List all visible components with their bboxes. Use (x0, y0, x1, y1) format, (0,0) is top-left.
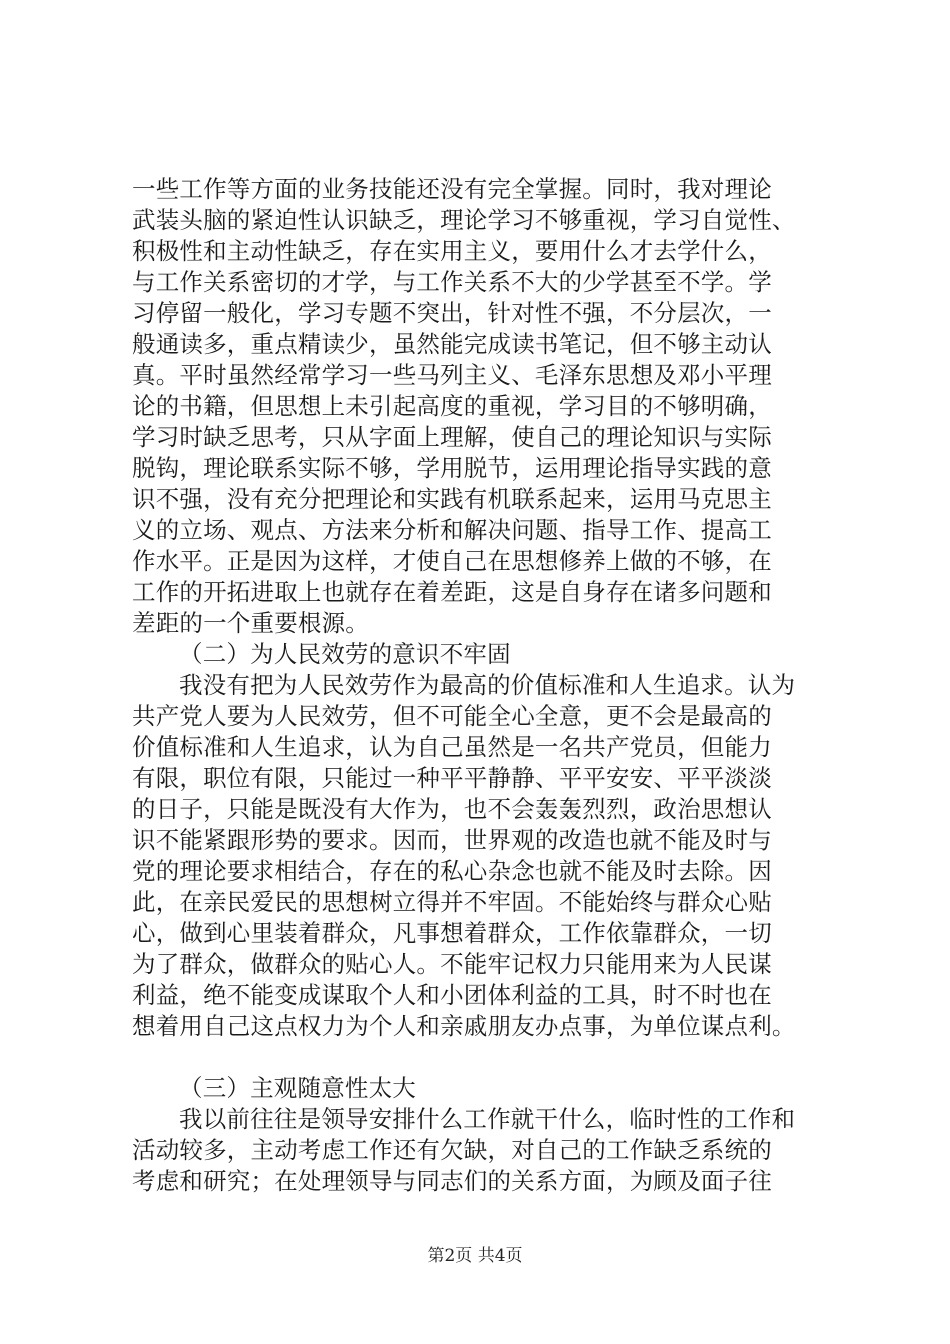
text-line: 真。平时虽然经常学习一些马列主义、毛泽东思想及邓小平理 (132, 361, 772, 389)
text-line: 差距的一个重要根源。 (132, 609, 369, 637)
text-line: 利益，绝不能变成谋取个人和小团体利益的工具，时不时也在 (132, 981, 772, 1009)
text-line: 工作的开拓进取上也就存在着差距，这是自身存在诸多问题和 (132, 578, 772, 606)
text-line: 学习时缺乏思考，只从字面上理解，使自己的理论知识与实际 (132, 423, 772, 451)
document-body (132, 174, 832, 1197)
text-line: 活动较多，主动考虑工作还有欠缺，对自己的工作缺乏系统的 (132, 1136, 772, 1164)
text-line: 为了群众，做群众的贴心人。不能牢记权力只能用来为人民谋 (132, 950, 772, 978)
blank-line (132, 1042, 832, 1073)
text-line: 此，在亲民爱民的思想树立得并不牢固。不能始终与群众心贴 (132, 888, 772, 916)
section-heading-3: （三）主观随意性太大 (179, 1074, 416, 1102)
text-line: 脱钩，理论联系实际不够，学用脱节，运用理论指导实践的意 (132, 454, 772, 482)
text-line: 与工作关系密切的才学，与工作关系不大的少学甚至不学。学 (132, 268, 772, 296)
text-line: 积极性和主动性缺乏，存在实用主义，要用什么才去学什么， (132, 237, 772, 265)
text-line: 我没有把为人民效劳作为最高的价值标准和人生追求。认为 (179, 671, 796, 699)
text-line: 习停留一般化，学习专题不突出，针对性不强，不分层次，一 (132, 299, 772, 327)
text-line: 论的书籍，但思想上未引起高度的重视，学习目的不够明确， (132, 392, 772, 420)
text-line: 考虑和研究；在处理领导与同志们的关系方面，为顾及面子往 (132, 1167, 772, 1195)
text-line: 我以前往往是领导安排什么工作就干什么，临时性的工作和 (179, 1105, 796, 1133)
text-line: 武装头脑的紧迫性认识缺乏，理论学习不够重视，学习自觉性、 (132, 206, 796, 234)
text-line: 价值标准和人生追求，认为自己虽然是一名共产党员，但能力 (132, 733, 772, 761)
text-line: 识不强，没有充分把理论和实践有机联系起来，运用马克思主 (132, 485, 772, 513)
text-line: 义的立场、观点、方法来分析和解决问题、指导工作、提高工 (132, 516, 772, 544)
page-number-label: 第2页 共4页 (427, 1246, 523, 1266)
paragraph-3 (132, 1104, 832, 1197)
text-line: 想着用自己这点权力为个人和亲戚朋友办点事，为单位谋点利。 (132, 1012, 796, 1040)
text-line: 心，做到心里装着群众，凡事想着群众，工作依靠群众，一切 (132, 919, 772, 947)
text-line: 识不能紧跟形势的要求。因而，世界观的改造也就不能及时与 (132, 826, 772, 854)
text-line: 的日子，只能是既没有大作为，也不会轰轰烈烈，政治思想认 (132, 795, 772, 823)
paragraph-2 (132, 670, 832, 1042)
text-line: 党的理论要求相结合，存在的私心杂念也就不能及时去除。因 (132, 857, 772, 885)
text-line: 共产党人要为人民效劳，但不可能全心全意，更不会是最高的 (132, 702, 772, 730)
text-line: 有限，职位有限，只能过一种平平静静、平平安安、平平淡淡 (132, 764, 772, 792)
page-footer (0, 1245, 950, 1267)
text-line: 般通读多，重点精读少，虽然能完成读书笔记，但不够主动认 (132, 330, 772, 358)
paragraph-1 (132, 174, 832, 639)
text-line: 作水平。正是因为这样，才使自己在思想修养上做的不够，在 (132, 547, 772, 575)
section-heading-2: （二）为人民效劳的意识不牢固 (179, 640, 511, 668)
text-line: 一些工作等方面的业务技能还没有完全掌握。同时，我对理论 (132, 175, 772, 203)
